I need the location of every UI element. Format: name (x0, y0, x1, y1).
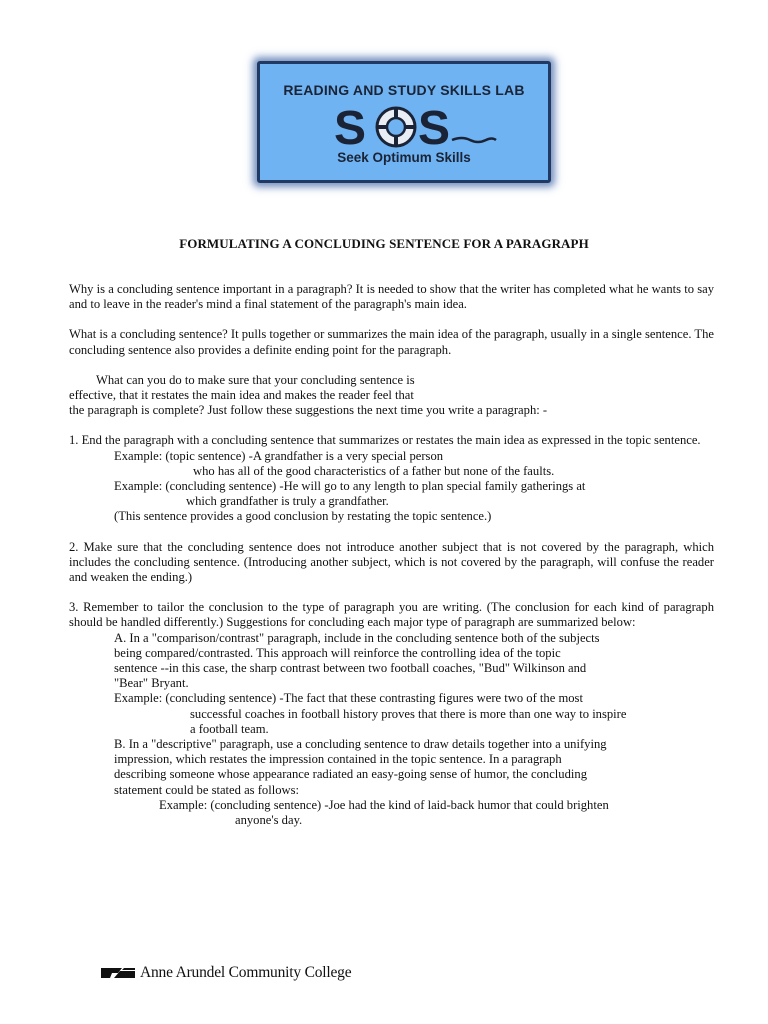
paragraph-why: Why is a concluding sentence important in a paragraph? It is needed to show that the writer has completed what he wants to say and to leave in the reader's mind a final statement of the paragraph's main idea. (69, 282, 714, 312)
footer (100, 962, 351, 984)
item-3-b-example-1: Example: (concluding sentence) -Joe had the kind of laid-back humor that could brighten (159, 797, 609, 812)
how-line-2: effective, that it restates the main idea and makes the reader feel that (69, 388, 414, 403)
item-3-b-example-2: anyone's day. (235, 813, 303, 828)
how-line-1: What can you do to make sure that your concluding sentence is (96, 372, 415, 387)
how-line-3: the paragraph is complete? Just follow these suggestions the next time you write a paragraph: - (69, 403, 548, 418)
item-3-a-example-3: a football team. (190, 721, 269, 736)
paragraph-how (69, 373, 714, 419)
footer-college-name: Anne Arundel Community College (140, 964, 352, 981)
page-title: FORMULATING A CONCLUDING SENTENCE FOR A PARAGRAPH (179, 236, 589, 251)
item-3-a-line-3: sentence --in this case, the sharp contrast between two football coaches, "Bud" Wilkinson and (114, 661, 587, 676)
item-3-a-line-4: "Bear" Bryant. (114, 676, 189, 691)
item-3-b-line-3: describing someone whose appearance radiated an easy-going sense of humor, the concluding (114, 767, 587, 782)
item-3-a-example-1: Example: (concluding sentence) -The fact that these contrasting figures were two of the most (114, 691, 583, 706)
logo-title: READING AND STUDY SKILLS LAB (283, 82, 525, 98)
item-1-example-2-cont: which grandfather is truly a grandfather. (186, 494, 389, 509)
item-1-example-1: Example: (topic sentence) -A grandfather is a very special person (114, 448, 444, 463)
life-ring-icon (328, 100, 498, 152)
item-3-a-example-2: successful coaches in football history proves that there is more than one way to inspire (190, 706, 627, 721)
item-3-a-line-1: A. In a "comparison/contrast" paragraph, include in the concluding sentence both of the subjects (114, 630, 600, 645)
logo-panel (257, 61, 551, 183)
list-item-1 (69, 433, 714, 524)
svg-text:S: S (418, 102, 451, 152)
list-item-2: 2. Make sure that the concluding sentence does not introduce another subject that is not covered by the paragraph, which includes the concluding sentence. (Introducing another subject, which is not covered by the paragraph, will confuse the reader and weaken the ending.) (69, 539, 714, 585)
item-3-b-line-1: B. In a "descriptive" paragraph, use a concluding sentence to draw details together into a unifying (114, 737, 607, 752)
item-1-example-1-cont: who has all of the good characteristics of a father but none of the faults. (193, 463, 555, 478)
item-1-text: 1. End the paragraph with a concluding sentence that summarizes or restates the main idea as expressed in the topic sentence. (69, 433, 701, 448)
paragraph-what: What is a concluding sentence? It pulls together or summarizes the main idea of the paragraph, usually in a single sentence. The concluding sentence also provides a definite ending point for the paragraph. (69, 327, 714, 357)
document-body (69, 282, 714, 843)
aacc-logo-icon (100, 966, 136, 980)
item-3-b-line-2: impression, which restates the impression contained in the topic sentence. In a paragraph (114, 752, 562, 767)
item-3-text: 3. Remember to tailor the conclusion to the type of paragraph you are writing. (The conclusion for each kind of paragraph should be handled differently.) Suggestions for concluding each major type of paragraph are summarized below: (69, 600, 714, 630)
reading-lab-logo (257, 61, 551, 183)
item-1-example-2: Example: (concluding sentence) -He will go to any length to plan special family gatherings at (114, 479, 586, 494)
item-1-note: (This sentence provides a good conclusion by restating the topic sentence.) (114, 509, 492, 524)
logo-subtitle: Seek Optimum Skills (337, 150, 471, 165)
list-item-3 (69, 600, 714, 828)
item-3-b-line-4: statement could be stated as follows: (114, 782, 300, 797)
item-3-a-line-2: being compared/contrasted. This approach will reinforce the controlling idea of the topic (114, 645, 561, 660)
svg-text:S: S (334, 102, 367, 152)
